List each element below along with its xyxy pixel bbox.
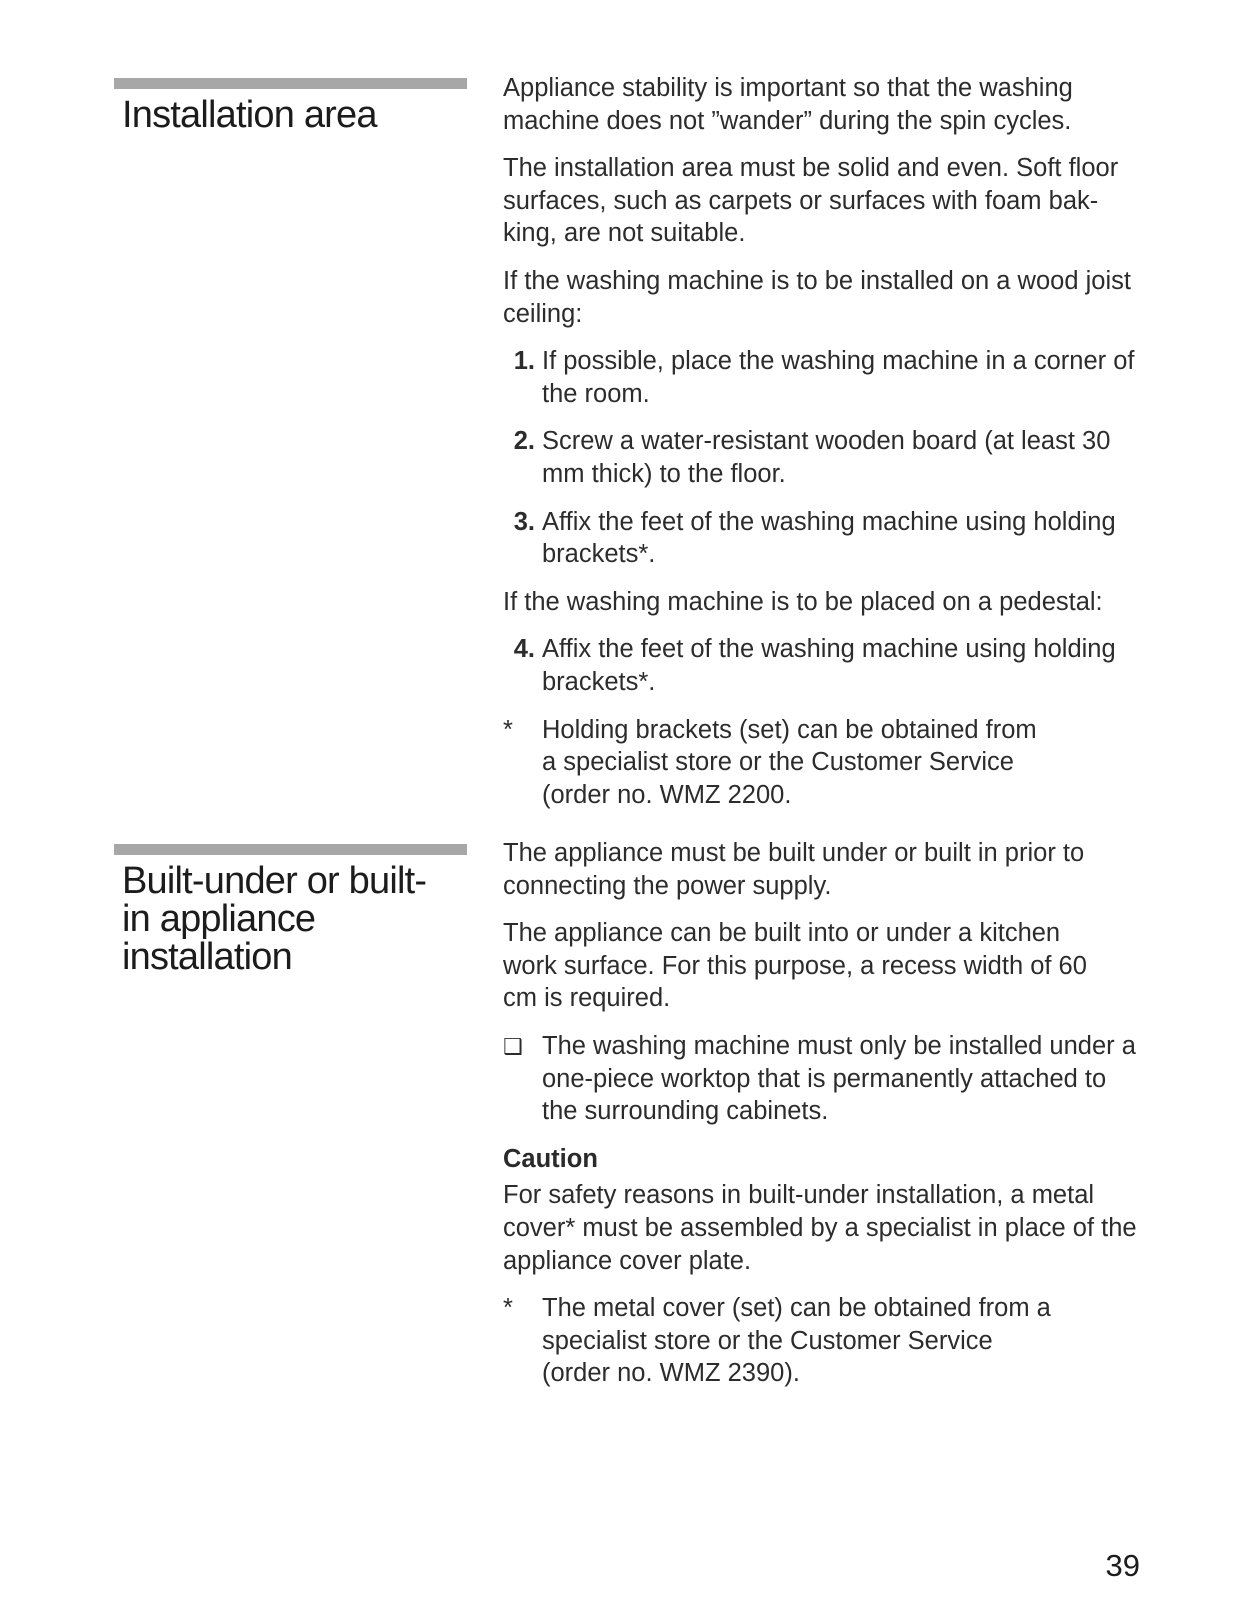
- list-item: [503, 345, 1143, 410]
- caution-text: For safety reasons in built-under installation, a metal cover* must be assembled by a specialist in place of the appliance cover plate.: [503, 1181, 1137, 1275]
- section-body: [503, 837, 1143, 1405]
- section-rule: [114, 844, 467, 855]
- bullet-text: The washing machine must only be installed under a one-piece worktop that is permanently attached to the surrounding cabinets.: [542, 1031, 1136, 1126]
- list-item: [503, 633, 1143, 698]
- section-heading: Built-under or built-in appliance installation: [122, 860, 427, 978]
- paragraph: The installation area must be solid and even. Soft floor surfaces, such as carpets or surfaces with foam bak-king, are not suitable.: [503, 154, 1119, 248]
- footnote: [503, 1292, 1143, 1390]
- bullet-item: [503, 1030, 1143, 1128]
- list-item: [503, 425, 1143, 490]
- section-rule: [114, 78, 467, 89]
- caution-heading: Caution: [503, 1144, 598, 1173]
- paragraph: If the washing machine is to be installed on a wood joist ceiling:: [503, 266, 1131, 328]
- page-number: 39: [1105, 1548, 1140, 1583]
- footnote: [503, 714, 1143, 812]
- section-body: [503, 72, 1143, 826]
- step-text: Affix the feet of the washing machine using holding brackets*.: [542, 635, 1116, 696]
- step-text: Screw a water-resistant wooden board (at least 30 mm thick) to the floor.: [542, 427, 1111, 488]
- list-item: [503, 506, 1143, 571]
- checkbox-bullet-icon: ❑: [503, 1033, 523, 1059]
- step-number: 3.: [513, 507, 535, 536]
- footnote-mark: *: [503, 715, 513, 744]
- paragraph: Appliance stability is important so that the washing machine does not ”wander” during the spin cycles.: [503, 74, 1073, 135]
- footnote-text: The metal cover (set) can be obtained from a specialist store or the Customer Service (order no. WMZ 2390).: [542, 1294, 1051, 1388]
- paragraph: If the washing machine is to be placed on a pedestal:: [503, 587, 1103, 616]
- footnote-text: Holding brackets (set) can be obtained from a specialist store or the Customer Service (order no. WMZ 2200.: [542, 715, 1037, 809]
- section-heading: Installation area: [122, 94, 377, 136]
- step-text: If possible, place the washing machine in a corner of the room.: [542, 347, 1135, 408]
- paragraph: The appliance must be built under or built in prior to connecting the power supply.: [503, 839, 1085, 900]
- footnote-mark: *: [503, 1294, 513, 1323]
- paragraph: The appliance can be built into or under a kitchen work surface. For this purpose, a recess width of 60 cm is required.: [503, 919, 1087, 1013]
- step-number: 4.: [513, 635, 535, 664]
- step-number: 2.: [513, 427, 535, 456]
- step-text: Affix the feet of the washing machine using holding brackets*.: [542, 507, 1116, 569]
- step-number: 1.: [513, 347, 535, 376]
